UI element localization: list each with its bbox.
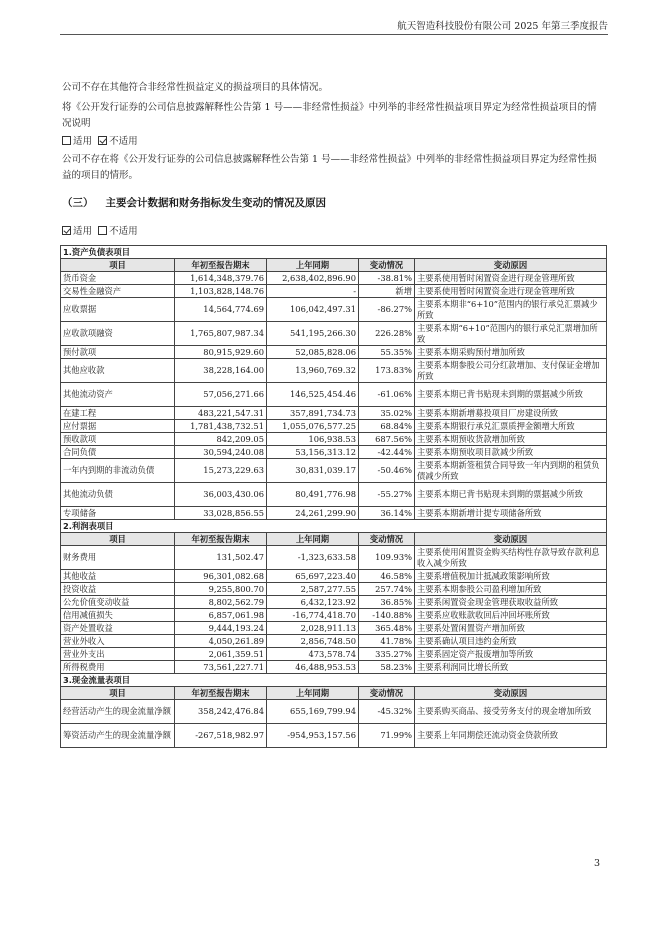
change-cell: 58.23% bbox=[359, 661, 415, 674]
item-cell: 合同负债 bbox=[61, 446, 175, 459]
reason-cell: 主要系购买商品、接受劳务支付的现金增加所致 bbox=[415, 700, 607, 724]
section-row bbox=[61, 246, 607, 259]
table-row bbox=[61, 346, 607, 359]
item-cell: 信用减值损失 bbox=[61, 609, 175, 622]
prior-period-cell: -954,953,157.56 bbox=[267, 724, 359, 748]
report-header: 航天智造科技股份有限公司 2025 年第三季度报告 bbox=[397, 21, 608, 32]
current-period-cell: 9,255,800.70 bbox=[175, 583, 267, 596]
reason-cell: 主要系利润同比增长所致 bbox=[415, 661, 607, 674]
prior-period-cell: 1,055,076,577.25 bbox=[267, 420, 359, 433]
reason-cell: 主要系固定资产报废增加等所致 bbox=[415, 648, 607, 661]
reason-cell: 主要系应收账款收回后冲回坏账所致 bbox=[415, 609, 607, 622]
reason-cell: 主要系使用暂时闲置资金进行现金管理所致 bbox=[415, 285, 607, 298]
current-period-cell: 2,061,359.51 bbox=[175, 648, 267, 661]
prior-period-cell: - bbox=[267, 285, 359, 298]
current-period-cell: 1,103,828,148.76 bbox=[175, 285, 267, 298]
prior-period-cell: 2,587,277.55 bbox=[267, 583, 359, 596]
table-row bbox=[61, 433, 607, 446]
current-period-cell: 6,857,061.98 bbox=[175, 609, 267, 622]
reason-cell: 主要系本期新签租赁合同导致一年内到期的租赁负债减少所致 bbox=[415, 459, 607, 483]
section-title-cell: 1.资产负债表项目 bbox=[61, 246, 607, 259]
change-cell: 55.35% bbox=[359, 346, 415, 359]
table-row bbox=[61, 272, 607, 285]
item-cell: 交易性金融资产 bbox=[61, 285, 175, 298]
table-row bbox=[61, 724, 607, 748]
table-row bbox=[61, 507, 607, 520]
paragraph-other-items: 公司不存在其他符合非经常性损益定义的损益项目的具体情况。 bbox=[62, 82, 329, 93]
change-cell: 71.99% bbox=[359, 724, 415, 748]
checkbox-applicable bbox=[62, 136, 71, 145]
prior-period-cell: 106,938.53 bbox=[267, 433, 359, 446]
table-row bbox=[61, 383, 607, 407]
reason-cell: 主要系增值税加计抵减政策影响所致 bbox=[415, 570, 607, 583]
reason-cell: 主要系闲置资金现金管理获取收益所致 bbox=[415, 596, 607, 609]
reason-cell: 主要系本期新增募投项目厂房建设所致 bbox=[415, 407, 607, 420]
reason-cell: 主要系本期参股公司分红款增加、支付保证金增加所致 bbox=[415, 359, 607, 383]
item-cell: 在建工程 bbox=[61, 407, 175, 420]
current-period-cell: 8,802,562.79 bbox=[175, 596, 267, 609]
reason-cell: 主要系本期非“6+10”范围内的银行承兑汇票减少所致 bbox=[415, 298, 607, 322]
prior-period-cell: 106,042,497.31 bbox=[267, 298, 359, 322]
change-cell: 257.74% bbox=[359, 583, 415, 596]
change-cell: 687.56% bbox=[359, 433, 415, 446]
change-cell: 36.85% bbox=[359, 596, 415, 609]
item-cell: 货币资金 bbox=[61, 272, 175, 285]
reason-cell: 主要系使用暂时闲置资金进行现金管理所致 bbox=[415, 272, 607, 285]
prior-period-cell: 6,432,123.92 bbox=[267, 596, 359, 609]
column-header: 项目 bbox=[61, 687, 175, 700]
item-cell: 预付款项 bbox=[61, 346, 175, 359]
section-heading bbox=[62, 195, 326, 210]
prior-period-cell: 24,261,299.90 bbox=[267, 507, 359, 520]
column-header: 项目 bbox=[61, 259, 175, 272]
current-period-cell: 1,614,348,379.76 bbox=[175, 272, 267, 285]
prior-period-cell: 655,169,799.94 bbox=[267, 700, 359, 724]
column-header-row bbox=[61, 533, 607, 546]
column-header: 项目 bbox=[61, 533, 175, 546]
change-cell: -61.06% bbox=[359, 383, 415, 407]
prior-period-cell: 541,195,266.30 bbox=[267, 322, 359, 346]
change-cell: 335.27% bbox=[359, 648, 415, 661]
prior-period-cell: 65,697,223.40 bbox=[267, 570, 359, 583]
section-title: 主要会计数据和财务指标发生变动的情况及原因 bbox=[105, 197, 326, 209]
column-header-row bbox=[61, 259, 607, 272]
table-row bbox=[61, 446, 607, 459]
change-cell: 109.93% bbox=[359, 546, 415, 570]
current-period-cell: 15,273,229.63 bbox=[175, 459, 267, 483]
reason-cell: 主要系处置闲置资产增加所致 bbox=[415, 622, 607, 635]
prior-period-cell: 53,156,313.12 bbox=[267, 446, 359, 459]
table-row bbox=[61, 322, 607, 346]
section-row bbox=[61, 674, 607, 687]
reason-cell: 主要系本期新增计提专项储备所致 bbox=[415, 507, 607, 520]
item-cell: 经营活动产生的现金流量净额 bbox=[61, 700, 175, 724]
item-cell: 应收款项融资 bbox=[61, 322, 175, 346]
table-row bbox=[61, 635, 607, 648]
current-period-cell: 57,056,271.66 bbox=[175, 383, 267, 407]
current-period-cell: 30,594,240.08 bbox=[175, 446, 267, 459]
paragraph-no-reclassification: 公司不存在将《公开发行证券的公司信息披露解释性公告第 1 号——非经常性损益》中列举的非经常性损益项目界定为经常性损益的项目的情形。 bbox=[62, 154, 597, 181]
current-period-cell: 36,003,430.06 bbox=[175, 483, 267, 507]
column-header: 变动原因 bbox=[415, 259, 607, 272]
prior-period-cell: 52,085,828.06 bbox=[267, 346, 359, 359]
reason-cell: 主要系本期预收货款增加所致 bbox=[415, 433, 607, 446]
column-header: 变动情况 bbox=[359, 533, 415, 546]
item-cell: 应收票据 bbox=[61, 298, 175, 322]
column-header: 变动原因 bbox=[415, 533, 607, 546]
paragraph-reclassification-note: 将《公开发行证券的公司信息披露解释性公告第 1 号——非经常性损益》中列举的非经常性损益项目界定为经常性损益项目的情况说明 bbox=[62, 102, 597, 129]
column-header: 年初至报告期末 bbox=[175, 533, 267, 546]
current-period-cell: 1,781,438,732.51 bbox=[175, 420, 267, 433]
column-header: 上年同期 bbox=[267, 259, 359, 272]
column-header: 上年同期 bbox=[267, 687, 359, 700]
item-cell: 资产处置收益 bbox=[61, 622, 175, 635]
applicability-options-2 bbox=[62, 224, 602, 240]
table-row bbox=[61, 420, 607, 433]
table-row bbox=[61, 700, 607, 724]
current-period-cell: 73,561,227.71 bbox=[175, 661, 267, 674]
change-cell: 41.78% bbox=[359, 635, 415, 648]
label-applicable-2: 适用 bbox=[73, 226, 93, 237]
table-row bbox=[61, 407, 607, 420]
change-cell: 173.83% bbox=[359, 359, 415, 383]
item-cell: 营业外收入 bbox=[61, 635, 175, 648]
item-cell: 专项储备 bbox=[61, 507, 175, 520]
reason-cell: 主要系本期采购预付增加所致 bbox=[415, 346, 607, 359]
prior-period-cell: 146,525,454.46 bbox=[267, 383, 359, 407]
section-title-cell: 2.利润表项目 bbox=[61, 520, 607, 533]
table-row bbox=[61, 359, 607, 383]
reason-cell: 主要系确认项目违约金所致 bbox=[415, 635, 607, 648]
item-cell: 其他收益 bbox=[61, 570, 175, 583]
current-period-cell: 483,221,547.31 bbox=[175, 407, 267, 420]
change-cell: -45.32% bbox=[359, 700, 415, 724]
table-row bbox=[61, 596, 607, 609]
change-cell: 36.14% bbox=[359, 507, 415, 520]
current-period-cell: 80,915,929.60 bbox=[175, 346, 267, 359]
reason-cell: 主要系使用闲置资金购买结构性存款导致存款利息收入减少所致 bbox=[415, 546, 607, 570]
current-period-cell: -267,518,982.97 bbox=[175, 724, 267, 748]
table-row bbox=[61, 546, 607, 570]
column-header-row bbox=[61, 687, 607, 700]
prior-period-cell: 13,960,769.32 bbox=[267, 359, 359, 383]
prior-period-cell: 357,891,734.73 bbox=[267, 407, 359, 420]
label-not-applicable: 不适用 bbox=[109, 136, 138, 147]
change-cell: 新增 bbox=[359, 285, 415, 298]
label-applicable: 适用 bbox=[73, 136, 93, 147]
prior-period-cell: -1,323,633.58 bbox=[267, 546, 359, 570]
change-cell: 365.48% bbox=[359, 622, 415, 635]
item-cell: 公允价值变动收益 bbox=[61, 596, 175, 609]
item-cell: 其他应收款 bbox=[61, 359, 175, 383]
checkbox-applicable-checked bbox=[62, 226, 71, 235]
reason-cell: 主要系本期预收项目款减少所致 bbox=[415, 446, 607, 459]
reason-cell: 主要系本期“6+10”范围内的银行承兑汇票增加所致 bbox=[415, 322, 607, 346]
table-row bbox=[61, 459, 607, 483]
item-cell: 营业外支出 bbox=[61, 648, 175, 661]
checkbox-not-applicable-checked bbox=[98, 136, 107, 145]
checkbox-not-applicable bbox=[98, 226, 107, 235]
change-cell: 68.84% bbox=[359, 420, 415, 433]
reason-cell: 主要系本期银行承兑汇票质押金额增大所致 bbox=[415, 420, 607, 433]
item-cell: 其他流动负债 bbox=[61, 483, 175, 507]
financial-changes-table-wrap bbox=[60, 245, 606, 748]
header-divider bbox=[60, 34, 608, 35]
prior-period-cell: 2,638,402,896.90 bbox=[267, 272, 359, 285]
page-number: 3 bbox=[593, 858, 600, 869]
column-header: 年初至报告期末 bbox=[175, 687, 267, 700]
financial-changes-table bbox=[60, 245, 607, 748]
prior-period-cell: 80,491,776.98 bbox=[267, 483, 359, 507]
item-cell: 应付票据 bbox=[61, 420, 175, 433]
current-period-cell: 131,502.47 bbox=[175, 546, 267, 570]
item-cell: 投资收益 bbox=[61, 583, 175, 596]
table-row bbox=[61, 609, 607, 622]
section-number: （三） bbox=[62, 197, 94, 209]
table-row bbox=[61, 483, 607, 507]
table-row bbox=[61, 285, 607, 298]
reason-cell: 主要系上年同期偿还流动资金贷款所致 bbox=[415, 724, 607, 748]
prior-period-cell: 30,831,039.17 bbox=[267, 459, 359, 483]
table-row bbox=[61, 661, 607, 674]
section-row bbox=[61, 520, 607, 533]
table-row bbox=[61, 648, 607, 661]
change-cell: -55.27% bbox=[359, 483, 415, 507]
table-row bbox=[61, 570, 607, 583]
prior-period-cell: 46,488,953.53 bbox=[267, 661, 359, 674]
table-row bbox=[61, 298, 607, 322]
prior-period-cell: 2,028,911.13 bbox=[267, 622, 359, 635]
column-header: 变动情况 bbox=[359, 687, 415, 700]
current-period-cell: 9,444,193.24 bbox=[175, 622, 267, 635]
change-cell: 226.28% bbox=[359, 322, 415, 346]
reason-cell: 主要系本期已背书贴现未到期的票据减少所致 bbox=[415, 483, 607, 507]
current-period-cell: 842,209.05 bbox=[175, 433, 267, 446]
section-title-cell: 3.现金流量表项目 bbox=[61, 674, 607, 687]
prior-period-cell: 2,856,748.50 bbox=[267, 635, 359, 648]
change-cell: -50.46% bbox=[359, 459, 415, 483]
column-header: 变动情况 bbox=[359, 259, 415, 272]
reason-cell: 主要系本期参股公司盈利增加所致 bbox=[415, 583, 607, 596]
item-cell: 财务费用 bbox=[61, 546, 175, 570]
applicability-options-1 bbox=[62, 134, 602, 150]
reason-cell: 主要系本期已背书贴现未到期的票据减少所致 bbox=[415, 383, 607, 407]
current-period-cell: 4,050,261.89 bbox=[175, 635, 267, 648]
item-cell: 其他流动资产 bbox=[61, 383, 175, 407]
current-period-cell: 1,765,807,987.34 bbox=[175, 322, 267, 346]
change-cell: -38.81% bbox=[359, 272, 415, 285]
current-period-cell: 33,028,856.55 bbox=[175, 507, 267, 520]
prior-period-cell: 473,578.74 bbox=[267, 648, 359, 661]
table-row bbox=[61, 622, 607, 635]
change-cell: -86.27% bbox=[359, 298, 415, 322]
column-header: 年初至报告期末 bbox=[175, 259, 267, 272]
label-not-applicable-2: 不适用 bbox=[109, 226, 138, 237]
current-period-cell: 358,242,476.84 bbox=[175, 700, 267, 724]
change-cell: 46.58% bbox=[359, 570, 415, 583]
current-period-cell: 96,301,082.68 bbox=[175, 570, 267, 583]
prior-period-cell: -16,774,418.70 bbox=[267, 609, 359, 622]
item-cell: 预收款项 bbox=[61, 433, 175, 446]
item-cell: 筹资活动产生的现金流量净额 bbox=[61, 724, 175, 748]
current-period-cell: 14,564,774.69 bbox=[175, 298, 267, 322]
change-cell: 35.02% bbox=[359, 407, 415, 420]
change-cell: -140.88% bbox=[359, 609, 415, 622]
column-header: 上年同期 bbox=[267, 533, 359, 546]
current-period-cell: 38,228,164.00 bbox=[175, 359, 267, 383]
table-row bbox=[61, 583, 607, 596]
item-cell: 所得税费用 bbox=[61, 661, 175, 674]
column-header: 变动原因 bbox=[415, 687, 607, 700]
change-cell: -42.44% bbox=[359, 446, 415, 459]
item-cell: 一年内到期的非流动负债 bbox=[61, 459, 175, 483]
